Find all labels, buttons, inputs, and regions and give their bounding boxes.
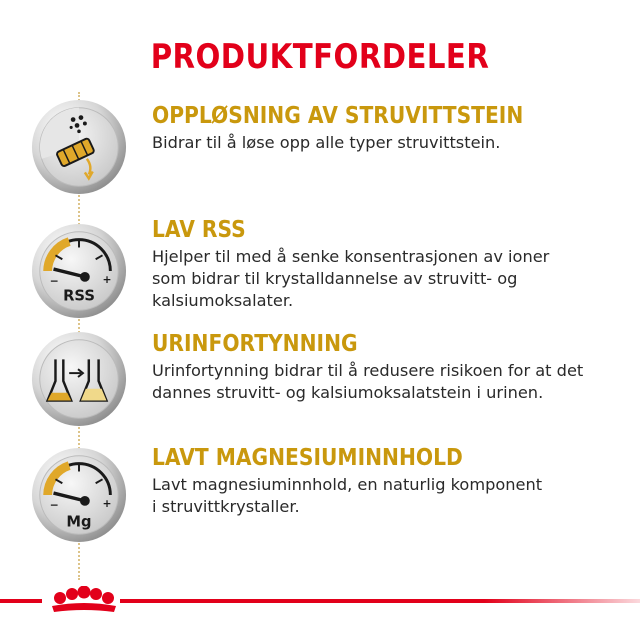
benefit-heading-low-magnesium: LAVT MAGNESIUMINNHOLD	[152, 445, 463, 471]
royal-canin-crown-logo-icon	[52, 586, 116, 612]
footer-brand-strip	[0, 586, 640, 616]
benefit-heading-low-rss: LAV RSS	[152, 217, 246, 243]
benefit-description-low-rss: Hjelper til med å senke konsentrasjonen av ioner som bidrar til krystalldannelse av struvitt- og kalsiumoksalater.	[152, 247, 550, 310]
benefit-description-urine-dilution: Urinfortynning bidrar til å redusere risikoen for at det dannes struvitt- og kalsiumoksalatstein i urinen.	[152, 361, 584, 402]
struvite-dissolution-icon	[30, 98, 128, 196]
magnesium-gauge-icon	[30, 446, 128, 544]
benefit-heading-urine-dilution: URINFORTYNNING	[152, 331, 358, 357]
benefit-heading-struvite-dissolution: OPPLØSNING AV STRUVITTSTEIN	[152, 103, 524, 129]
benefit-description-struvite-dissolution: Bidrar til å løse opp alle typer struvittstein.	[152, 133, 501, 152]
rss-gauge-icon	[30, 222, 128, 320]
svg-text:+: +	[102, 272, 112, 286]
svg-text:−: −	[49, 274, 59, 288]
urine-dilution-flasks-icon	[30, 330, 128, 428]
page-title: PRODUKTFORDELER	[150, 36, 490, 77]
svg-text:−: −	[49, 498, 59, 512]
rss-icon-label: RSS	[63, 287, 95, 305]
benefit-description-low-magnesium: Lavt magnesiuminnhold, en naturlig komponent i struvittkrystaller.	[152, 475, 543, 516]
svg-text:+: +	[102, 496, 112, 510]
mg-icon-label: Mg	[66, 513, 92, 531]
